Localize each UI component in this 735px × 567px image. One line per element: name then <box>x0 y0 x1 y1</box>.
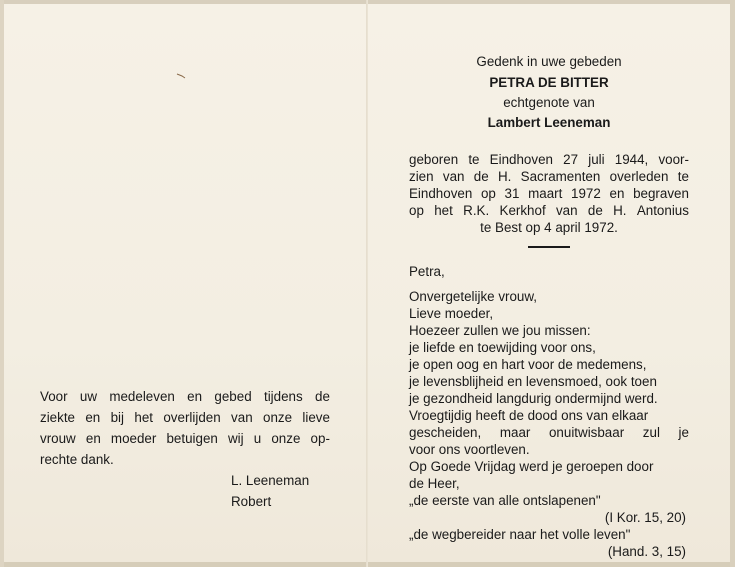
bio-line <box>409 168 689 185</box>
poem-line: je liefde en toewijding voor ons, <box>409 340 596 355</box>
bio-word: Sacramenten <box>520 169 601 184</box>
card-fold <box>366 0 368 567</box>
poem-line: Lieve moeder, <box>409 306 494 321</box>
thanks-word: medeleven <box>109 389 175 404</box>
thanks-word: het <box>134 410 153 425</box>
bio-word: H. <box>613 203 627 218</box>
divider-rule <box>528 246 570 248</box>
bio-word: en <box>609 186 625 201</box>
poem-line: je open oog en hart voor de medemens, <box>409 357 647 372</box>
bio-word: voor- <box>658 152 689 167</box>
poem-line: Hoezeer zullen we jou missen: <box>409 323 591 338</box>
thanks-line <box>40 407 330 428</box>
thanks-word: rechte dank. <box>40 452 114 467</box>
bio-word: te <box>468 152 480 167</box>
address-line: Petra, <box>409 264 445 279</box>
intro-line: Gedenk in uwe gebeden <box>476 54 622 69</box>
poem-word: onuitwisbaar <box>548 425 625 440</box>
poem-line: „de eerste van alle ontslapenen" <box>409 493 601 508</box>
thanks-word: tijdens <box>263 389 303 404</box>
bio-word: de <box>473 169 489 184</box>
thanks-word: de <box>315 389 330 404</box>
thanks-word: en <box>85 431 101 446</box>
thanks-word: lieve <box>302 410 330 425</box>
bio-word: van <box>555 203 578 218</box>
bio-word: geboren <box>409 152 459 167</box>
bio-word: Eindhoven <box>489 152 553 167</box>
obituary-page <box>409 50 689 560</box>
thanks-word: Voor <box>40 389 68 404</box>
bio-word: 1972 <box>571 186 601 201</box>
bio-word: Kerkhof <box>499 203 546 218</box>
thanks-word: bij <box>110 410 125 425</box>
thanks-word: onze <box>271 431 301 446</box>
poem-word: zul <box>642 425 660 440</box>
bio-word: R.K. <box>463 203 490 218</box>
bio-line <box>409 219 689 236</box>
poem-line: Onvergetelijke vrouw, <box>409 289 538 304</box>
thanks-line <box>40 386 330 407</box>
bio-line <box>409 202 689 219</box>
thanks-word: moeder <box>110 431 157 446</box>
bio-line <box>409 151 689 168</box>
bio-word: de <box>587 203 603 218</box>
bio-word: 31 <box>504 186 520 201</box>
bio-word: 1944, <box>614 152 649 167</box>
relation-line: echtgenote van <box>503 95 595 110</box>
poem-line: je levensblijheid en levensmoed, ook toen <box>409 374 657 389</box>
poem-line <box>409 424 689 441</box>
poem <box>409 288 689 560</box>
thanks-word: onze <box>263 410 293 425</box>
thanks-word: overlijden <box>163 410 221 425</box>
bio-word: 27 <box>563 152 579 167</box>
bio-word: te <box>677 169 689 184</box>
poem-word: gescheiden, <box>409 425 482 440</box>
thanks-word: en <box>187 389 203 404</box>
thanks-word: en <box>85 410 101 425</box>
spouse-name: Lambert Leeneman <box>487 115 611 130</box>
bio-word: van <box>442 169 465 184</box>
thanks-word: wij <box>228 431 244 446</box>
thanks-line <box>40 449 330 470</box>
thanks-word: uw <box>79 389 97 404</box>
scripture-reference: (Hand. 3, 15) <box>607 544 686 559</box>
bio-word: Antonius <box>636 203 689 218</box>
bio-word: zien <box>409 169 434 184</box>
poem-line: „de wegbereider naar het volle leven" <box>409 527 631 542</box>
bio-word: het <box>434 203 453 218</box>
bio-word: op <box>409 203 424 218</box>
thanks-word: u <box>253 431 262 446</box>
poem-line: voor ons voortleven. <box>409 442 530 457</box>
thanks-word: van <box>231 410 253 425</box>
poem-line: je gezondheid langdurig ondermijnd werd. <box>409 391 658 406</box>
biography <box>409 151 689 236</box>
bio-word: overleden <box>609 169 669 184</box>
thanks-word: op- <box>310 431 330 446</box>
thanks-word: gebed <box>214 389 252 404</box>
poem-word: maar <box>499 425 531 440</box>
thanks-text <box>40 386 330 470</box>
poem-line: Op Goede Vrijdag werd je geroepen door <box>409 459 654 474</box>
scripture-reference: (I Kor. 15, 20) <box>604 510 686 525</box>
bio-word: H. <box>497 169 512 184</box>
thanks-word: ziekte <box>40 410 75 425</box>
poem-word: je <box>678 425 689 440</box>
poem-line: Vroegtijdig heeft de dood ons van elkaar <box>409 408 649 423</box>
bio-word: op <box>480 186 496 201</box>
thanks-word: vrouw <box>40 431 76 446</box>
bio-word: maart <box>528 186 563 201</box>
bio-word: Eindhoven <box>409 186 473 201</box>
bio-word: te Best op 4 april 1972. <box>480 220 618 235</box>
signature-son: Robert <box>231 494 272 509</box>
thanks-word: betuigen <box>166 431 218 446</box>
poem-line: de Heer, <box>409 476 460 491</box>
thanks-line <box>40 428 330 449</box>
deceased-name: PETRA DE BITTER <box>489 75 609 90</box>
bio-word: juli <box>588 152 605 167</box>
bio-word: begraven <box>633 186 689 201</box>
bio-line <box>409 185 689 202</box>
card-edge-right <box>730 0 735 567</box>
paper-speck <box>176 73 186 79</box>
signature-husband: L. Leeneman <box>231 473 310 488</box>
card-edge-left <box>0 0 4 567</box>
signatures <box>231 470 309 512</box>
